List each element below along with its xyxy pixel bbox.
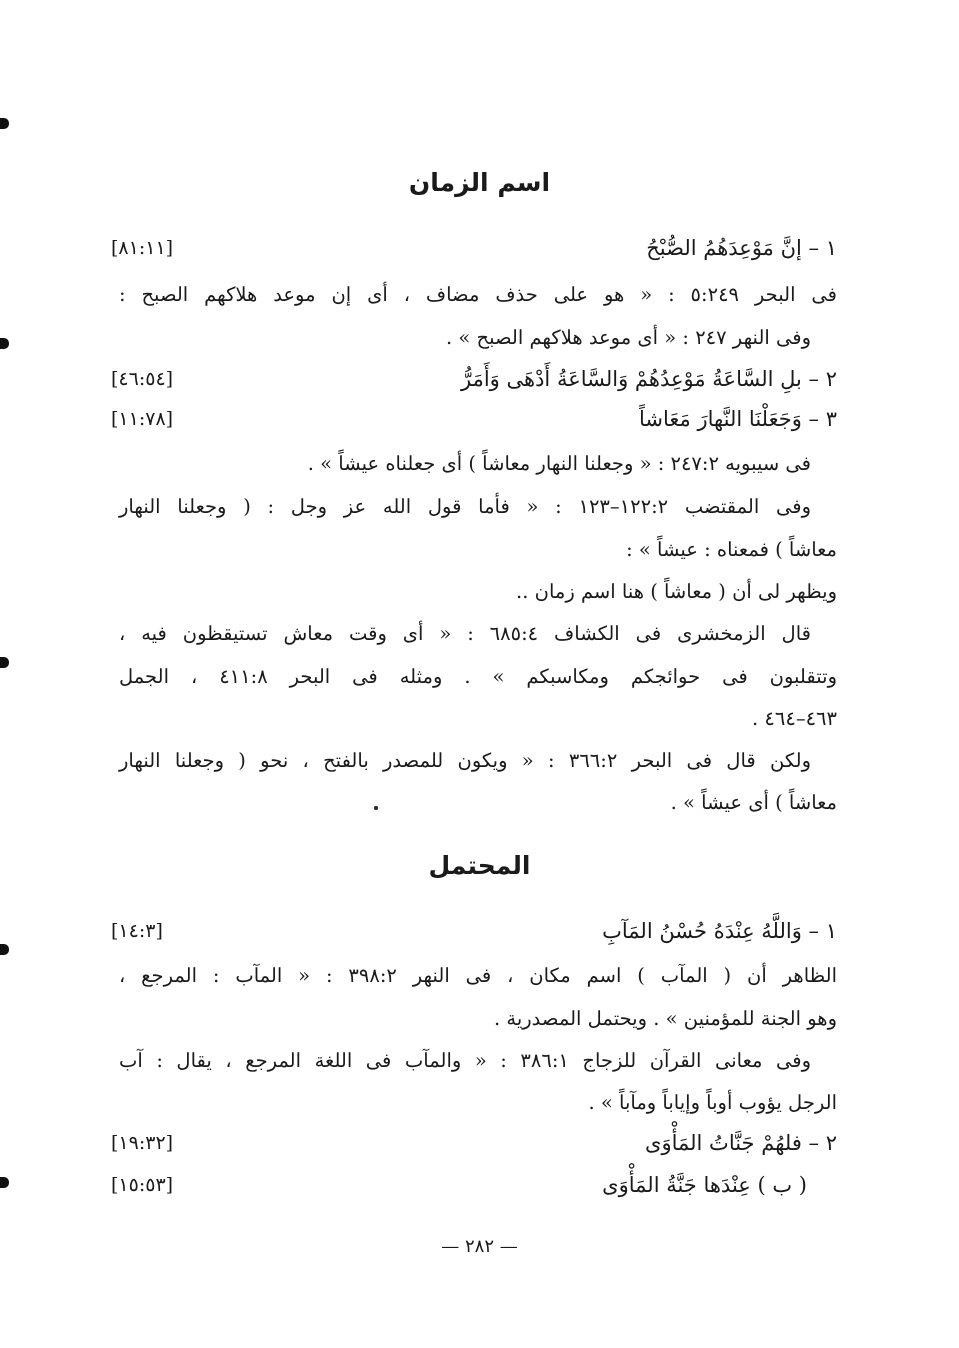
- margin-mark: [0, 338, 9, 349]
- text-line: وهو الجنة للمؤمنين » . ويحتمل المصدرية .: [493, 1007, 837, 1030]
- text-line: فى البحر ٥:٢٤٩ : « هو على حذف مضاف ، أى إن موعد هلاكهم الصبح :: [119, 283, 837, 306]
- verse-reference: [١٤:٣]: [111, 920, 163, 942]
- verse-reference: [٤٦:٥٤]: [111, 368, 174, 390]
- text-line: وفى معانى القرآن للزجاج ٣٨٦:١ : « والمآب فى اللغة المرجع ، يقال : آب: [119, 1049, 811, 1072]
- text-line: الرجل يؤوب أوباً وإياباً ومآباً » .: [588, 1091, 837, 1114]
- margin-mark: [0, 1177, 9, 1188]
- text-line: وتتقلبون فى حوائجكم ومكاسبكم » . ومثله فى البحر ٤١١:٨ ، الجمل: [119, 665, 837, 688]
- text-line: ٤٦٣–٤٦٤ .: [752, 707, 837, 730]
- margin-mark: [0, 118, 9, 129]
- verse-reference: [١٥:٥٣]: [111, 1174, 174, 1196]
- section-title: اسم الزمان: [408, 168, 551, 197]
- verse-reference: [٨١:١١]: [111, 237, 174, 259]
- verse-text: ٢ – بلِ السَّاعَةُ مَوْعِدُهُمْ وَالسَّاعَةُ أَدْهَى وَأَمَرُّ: [461, 367, 837, 391]
- verse-line: [111, 364, 837, 394]
- verse-text: ٢ – فلهُمْ جَنَّاتُ المَأْوَى: [645, 1131, 837, 1155]
- text-line: معاشاً ) فمعناه : عيشاً » :: [626, 538, 837, 561]
- text-line: قال الزمخشرى فى الكشاف ٦٨٥:٤ : « أى وقت معاش تستيقظون فيه ،: [119, 622, 811, 645]
- verse-line: [111, 916, 837, 946]
- text-line: معاشاً ) أى عيشاً » .: [670, 791, 837, 814]
- text-line: وفى النهر ٢٤٧ : « أى موعد هلاكهم الصبح » .: [445, 326, 811, 349]
- stray-dot: [374, 806, 378, 810]
- verse-text: ١ – إنَّ مَوْعِدَهُمُ الصُّبْحُ: [646, 236, 837, 260]
- margin-mark: [0, 657, 9, 668]
- text-line: وفى المقتضب ١٢٢:٢–١٢٣ : « فأما قول الله عز وجل : ( وجعلنا النهار: [119, 495, 811, 518]
- margin-mark: [0, 944, 9, 955]
- verse-text: ١ – وَاللَّهُ عِنْدَهُ حُسْنُ المَآبِ: [602, 919, 837, 943]
- page-number: — ٢٨٢ —: [441, 1236, 518, 1257]
- text-line: فى سيبويه ٢٤٧:٢ : « وجعلنا النهار معاشاً ) أى جعلناه عيشاً » .: [307, 452, 811, 475]
- verse-text: ( ب ) عِنْدَها جَنَّةُ المَأْوَى: [602, 1173, 807, 1197]
- text-line: الظاهر أن ( المآب ) اسم مكان ، فى النهر ٣٩٨:٢ : « المآب : المرجع ،: [119, 964, 838, 987]
- verse-line: [111, 1170, 837, 1200]
- verse-line: [111, 404, 837, 434]
- verse-text: ٣ – وَجَعَلْنَا النَّهارَ مَعَاشاً: [639, 407, 837, 431]
- text-line: ويظهر لى أن ( معاشاً ) هنا اسم زمان ..: [516, 580, 837, 603]
- verse-line: [111, 233, 837, 263]
- text-line: ولكن قال فى البحر ٣٦٦:٢ : « ويكون للمصدر بالفتح ، نحو ( وجعلنا النهار: [119, 749, 811, 772]
- verse-line: [111, 1128, 837, 1158]
- section-title: المحتمل: [428, 851, 531, 880]
- verse-reference: [١١:٧٨]: [111, 408, 174, 430]
- verse-reference: [١٩:٣٢]: [111, 1132, 174, 1154]
